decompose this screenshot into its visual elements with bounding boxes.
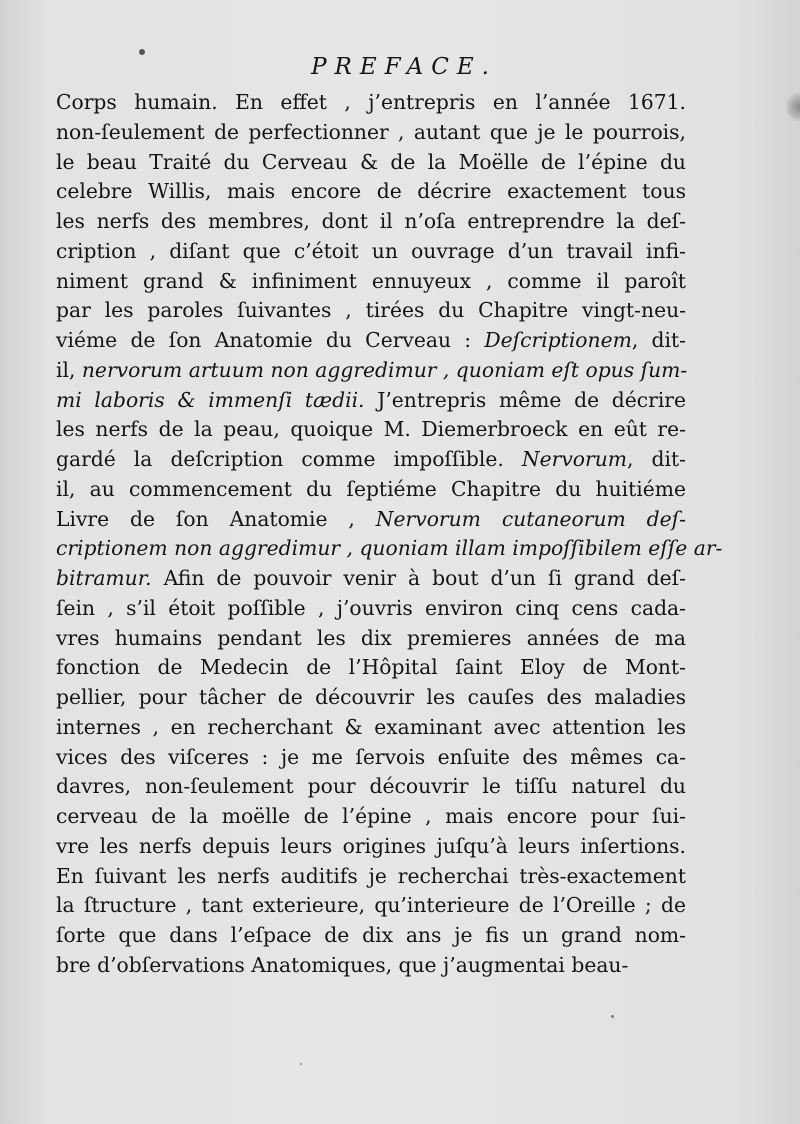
text-segment: viéme de ſon Anatomie du Cerveau : [56, 328, 485, 352]
text-line [56, 832, 686, 862]
latin-quote-segment: Nervorum cutaneorum deſ- [375, 506, 687, 531]
text-segment: En ſuivant les nerfs auditifs je recherchai très-exactement [56, 863, 686, 888]
text-line [56, 802, 686, 832]
text-segment: vre les nerfs depuis leurs origines juſqu’à leurs inſertions. [56, 833, 686, 858]
text-line [56, 743, 686, 773]
text-line [56, 624, 686, 654]
ink-speck [300, 1063, 302, 1065]
text-segment: J’entrepris même de décrire [364, 387, 687, 412]
text-line [56, 653, 686, 683]
latin-quote-segment: criptionem non aggredimur , quoniam illam impoſſibilem eſſe ar- [56, 536, 723, 561]
text-segment: Livre de ſon Anatomie , [56, 506, 376, 531]
latin-quote-segment: bitramur. [56, 566, 152, 590]
text-segment: celebre Willis, mais encore de décrire exactement tous [56, 179, 686, 204]
text-segment: , dit- [627, 447, 686, 471]
ink-speck [611, 1015, 614, 1018]
body-text [56, 88, 723, 981]
text-segment: cription , diſant que c’étoit un ouvrage d’un travail infi- [56, 238, 686, 263]
text-segment: internes , en recherchant & examinant avec attention les [56, 714, 686, 739]
text-line [56, 177, 686, 207]
text-segment: le beau Traité du Cerveau & de la Moëlle de l’épine du [56, 149, 686, 174]
latin-quote-segment: nervorum artuum non aggredimur , quoniam eſt opus ſum- [81, 357, 688, 382]
text-line [56, 415, 686, 445]
text-segment: vres humains pendant les dix premieres années de ma [56, 625, 686, 650]
text-line [56, 534, 723, 564]
text-segment: Corps humain. En effet , j’entrepris en l’année 1671. [56, 90, 686, 114]
text-segment: par les paroles ſuivantes , tirées du Chapitre vingt-neu- [56, 298, 686, 323]
text-line [56, 386, 686, 416]
text-segment: pellier, pour tâcher de découvrir les cauſes des maladies [56, 685, 686, 709]
text-line [56, 267, 686, 297]
running-head: PREFACE. [311, 54, 497, 80]
text-segment: bre d’obſervations Anatomiques, que j’augmentai beau- [56, 952, 629, 977]
text-line [56, 951, 686, 981]
text-line [56, 356, 686, 386]
text-line [56, 713, 686, 743]
text-segment: les nerfs des membres, dont il n’oſa entreprendre la deſ- [56, 209, 686, 233]
text-line [56, 891, 686, 921]
text-line [56, 505, 686, 535]
latin-quote-segment: mi laboris & immenſi tædii. [56, 387, 365, 412]
text-line [56, 148, 686, 178]
text-line [56, 683, 686, 713]
text-segment: ſein , s’il étoit poſſible , j’ouvris environ cinq cens cada- [56, 595, 686, 620]
text-line [56, 326, 686, 356]
text-line [56, 445, 686, 475]
text-segment: vices des viſceres : je me ſervois enſuite des mêmes ca- [56, 744, 686, 769]
text-segment: davres, non-ſeulement pour découvrir le tiſſu naturel du [56, 774, 686, 799]
text-segment: les nerfs de la peau, quoique M. Diemerbroeck en eût re- [56, 417, 686, 442]
text-line [56, 118, 686, 148]
text-segment: il, au commencement du ſeptiéme Chapitre du huitiéme [56, 476, 686, 501]
text-segment: il, [56, 357, 82, 382]
text-line [56, 237, 686, 267]
latin-quote-segment: Deſcriptionem [484, 328, 632, 352]
text-segment: gardé la deſcription comme impoſſible. [56, 447, 522, 471]
text-line [56, 475, 686, 505]
text-segment: niment grand & infiniment ennuyeux , comme il paroît [56, 268, 686, 293]
text-segment: la ſtructure , tant exterieure, qu’interieure de l’Oreille ; de [56, 893, 686, 918]
text-segment: Afin de pouvoir venir à bout d’un ſi grand deſ- [151, 566, 686, 590]
ink-speck [139, 49, 145, 55]
latin-quote-segment: Nervorum [521, 447, 628, 471]
text-line [56, 88, 686, 118]
text-segment: , dit- [631, 328, 686, 352]
text-line [56, 296, 686, 326]
text-line [56, 772, 686, 802]
text-line [56, 207, 686, 237]
text-segment: ſorte que dans l’eſpace de dix ans je fis un grand nom- [56, 923, 686, 947]
text-line [56, 921, 686, 951]
text-segment: non-ſeulement de perfectionner , autant que je le pourrois, [56, 119, 686, 144]
page-edge-stain [786, 90, 800, 124]
text-segment: fonction de Medecin de l’Hôpital ſaint Eloy de Mont- [56, 655, 686, 680]
text-line [56, 862, 686, 892]
text-segment: cerveau de la moëlle de l’épine , mais encore pour ſui- [56, 804, 686, 828]
text-line [56, 594, 686, 624]
text-line [56, 564, 686, 594]
